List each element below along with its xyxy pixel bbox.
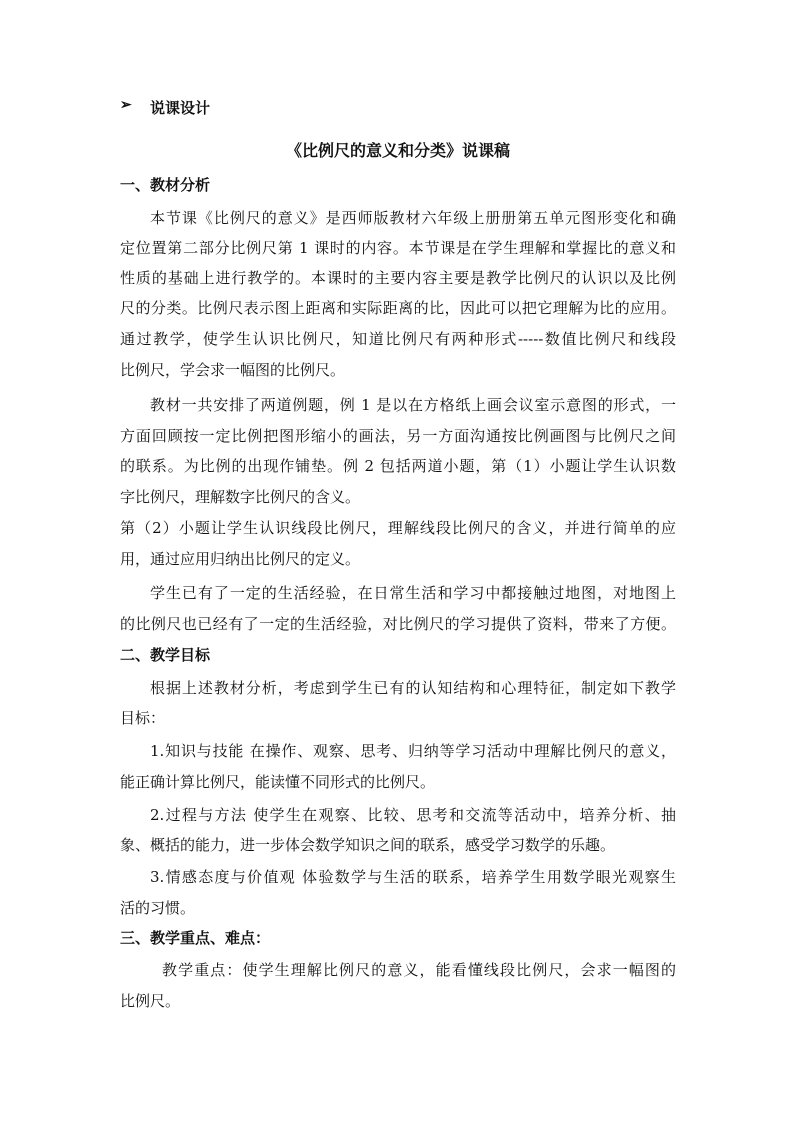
goal-attitude-line: 活的习惯。 bbox=[120, 899, 196, 917]
section-label: 说课设计 bbox=[150, 99, 211, 117]
paragraph-line: 教学重点：使学生理解比例尺的意义，能看懂线段比例尺，会求一幅图的 bbox=[162, 961, 676, 979]
arrow-bullet-icon: ➢ bbox=[120, 97, 132, 113]
paragraph-line: 教材一共安排了两道例题，例 1 是以在方格纸上画会议室示意图的形式，一 bbox=[150, 396, 676, 414]
heading-textbook-analysis: 一、教材分析 bbox=[120, 176, 211, 194]
goal-attitude-line: 3.情感态度与价值观 体验数学与生活的联系，培养学生用数学眼光观察生 bbox=[150, 868, 676, 886]
heading-teaching-goals: 二、教学目标 bbox=[120, 646, 211, 664]
heading-key-points: 三、教学重点、难点： bbox=[120, 929, 271, 947]
document-title: 《比例尺的意义和分类》说课稿 bbox=[285, 141, 510, 160]
paragraph-line: 用，通过应用归纳出比例尺的定义。 bbox=[120, 550, 361, 568]
paragraph-line: 定位置第二部分比例尺第 1 课时的内容。本节课是在学生理解和掌握比的意义和 bbox=[120, 239, 676, 257]
paragraph-line: 尺的分类。比例尺表示图上距离和实际距离的比，因此可以把它理解为比的应用。 bbox=[120, 299, 676, 317]
paragraph-line: 方面回顾按一定比例把图形缩小的画法，另一方面沟通按比例画图与比例尺之间 bbox=[120, 427, 676, 445]
paragraph-line: 通过教学，使学生认识比例尺，知道比例尺有两种形式-----数值比例尺和线段 bbox=[120, 330, 676, 348]
paragraph-line: 性质的基础上进行教学的。本课时的主要内容主要是教学比例尺的认识以及比例 bbox=[120, 269, 676, 287]
paragraph-line: 目标： bbox=[120, 709, 166, 727]
paragraph-line: 第（2）小题让学生认识线段比例尺，理解线段比例尺的含义，并进行简单的应 bbox=[120, 519, 676, 537]
goal-process-line: 象、概括的能力，进一步体会数学知识之间的联系，感受学习数学的乐趣。 bbox=[120, 836, 616, 854]
goal-knowledge-line: 能正确计算比例尺，能读懂不同形式的比例尺。 bbox=[120, 773, 436, 791]
paragraph-line: 的比例尺也已经有了一定的生活经验，对比例尺的学习提供了资料，带来了方便。 bbox=[120, 615, 676, 633]
paragraph-line: 字比例尺，理解数字比例尺的含义。 bbox=[120, 488, 361, 506]
paragraph-line: 学生已有了一定的生活经验，在日常生活和学习中都接触过地图，对地图上 bbox=[150, 584, 676, 602]
paragraph-line: 本节课《比例尺的意义》是西师版教材六年级上册册第五单元图形变化和确 bbox=[150, 209, 676, 227]
paragraph-line: 的联系。为比例的出现作铺垫。例 2 包括两道小题，第（1）小题让学生认识数 bbox=[120, 457, 676, 475]
paragraph-line: 根据上述教材分析，考虑到学生已有的认知结构和心理特征，制定如下教学 bbox=[150, 679, 676, 697]
goal-process-line: 2.过程与方法 使学生在观察、比较、思考和交流等活动中，培养分析、抽 bbox=[150, 806, 676, 824]
goal-knowledge-line: 1.知识与技能 在操作、观察、思考、归纳等学习活动中理解比例尺的意义， bbox=[150, 742, 676, 760]
paragraph-line: 比例尺，学会求一幅图的比例尺。 bbox=[120, 361, 346, 379]
paragraph-line: 比例尺。 bbox=[120, 992, 181, 1010]
